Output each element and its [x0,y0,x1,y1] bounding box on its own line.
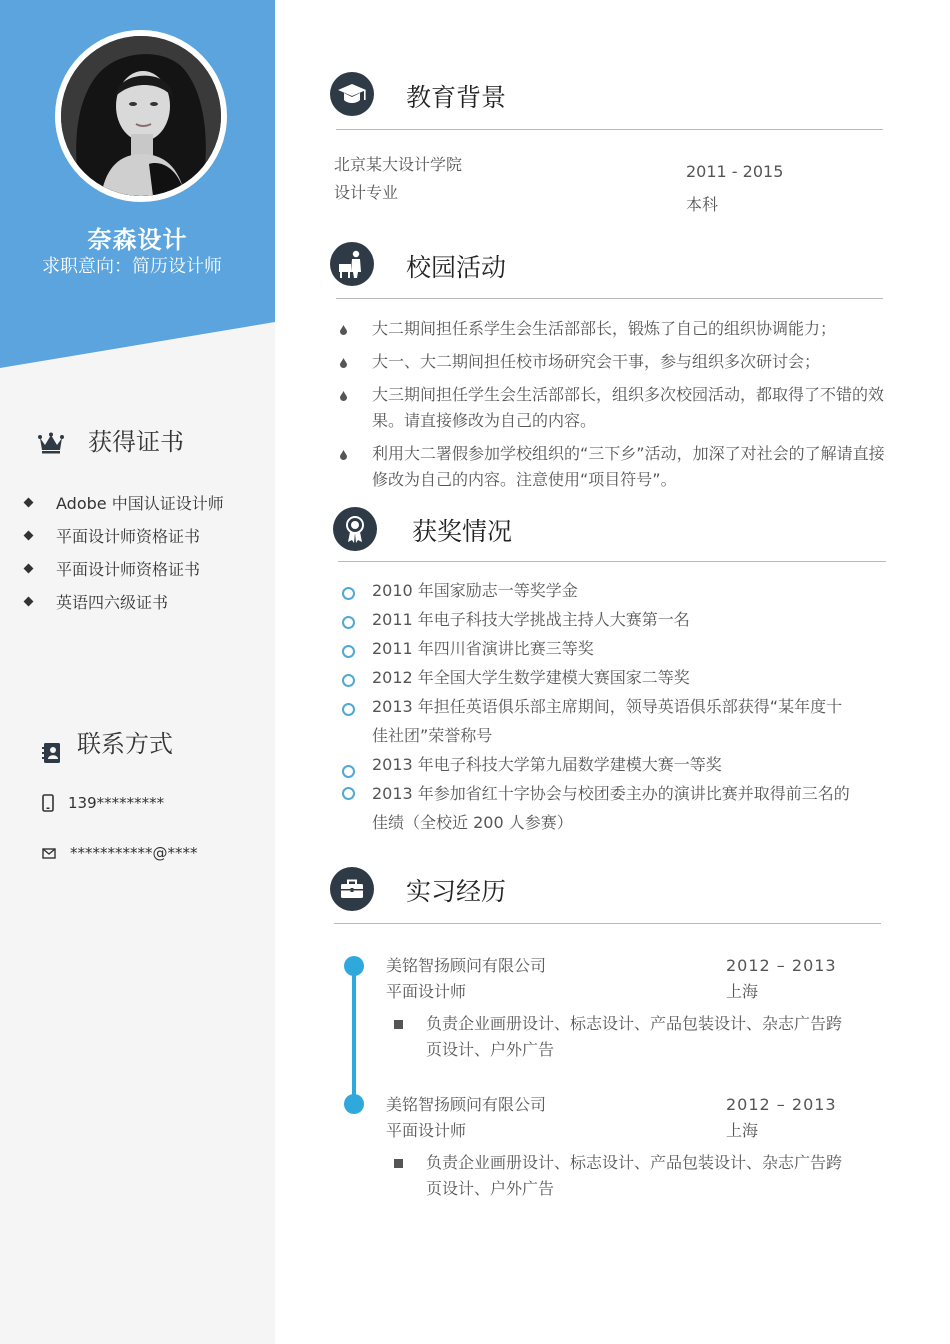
sidebar [0,0,275,1344]
ring-bullet-icon [342,616,355,629]
job-role: 平面设计师 [386,1121,467,1140]
list-item: 英语四六级证书 [25,585,224,618]
awards-title: 获奖情况 [412,517,513,546]
ring-bullet-icon [342,674,355,687]
list-item: 平面设计师资格证书 [25,552,224,585]
job-entry [386,1092,856,1202]
campus-activity-list [338,316,888,493]
list-item: 大二期间担任系学生会生活部部长，锻炼了自己的组织协调能力； [338,316,888,342]
avatar [55,30,227,202]
ring-bullet-icon [342,645,355,658]
company-name: 美铭智扬顾问有限公司 [386,956,547,975]
crown-icon [38,432,64,454]
timeline-line [352,966,356,1104]
diamond-bullet-icon [24,597,34,607]
job-date: 2012 – 2013 [726,1095,837,1114]
job-intent: 求职意向：简历设计师 [42,256,222,277]
job-description: 负责企业画册设计、标志设计、产品包装设计、杂志广告跨页设计、户外广告 [386,1150,856,1202]
education-years: 2011 - 2015 [686,162,784,181]
list-item: 平面设计师资格证书 [25,519,224,552]
diamond-bullet-icon [24,531,34,541]
diamond-bullet-icon [24,498,34,508]
briefcase-icon [330,867,374,911]
list-item: 2011 年电子科技大学挑战主持人大赛第一名 [340,605,870,634]
droplet-bullet-icon [340,325,347,335]
major: 设计专业 [334,183,399,202]
campus-title: 校园活动 [406,253,507,282]
list-item: 2013 年电子科技大学第九届数学建模大赛一等奖 [340,750,870,779]
list-item: 2010 年国家励志一等奖学金 [340,576,870,605]
certificate-list [25,486,224,618]
address-book-icon [42,742,62,764]
awards-list [340,576,870,837]
list-item: 大一、大二期间担任校市场研究会干事，参与组织多次研讨会； [338,349,888,375]
mail-icon [42,848,56,859]
list-item: 2012 年全国大学生数学建模大赛国家二等奖 [340,663,870,692]
job-entry [386,953,856,1063]
list-item: 2011 年四川省演讲比赛三等奖 [340,634,870,663]
timeline-dot [344,1094,364,1114]
email-row [42,844,198,862]
job-description: 负责企业画册设计、标志设计、产品包装设计、杂志广告跨页设计、户外广告 [386,1011,856,1063]
phone-row [42,794,164,812]
list-item: 2013 年参加省红十字协会与校团委主办的演讲比赛并取得前三名的佳绩（全校近 200 人参赛） [340,779,852,837]
timeline-dot [344,956,364,976]
job-city: 上海 [726,982,759,1001]
diamond-bullet-icon [24,564,34,574]
list-item: 大三期间担任学生会生活部部长，组织多次校园活动，都取得了不错的效果。请直接修改为自己的内容。 [338,382,888,434]
degree: 本科 [686,195,719,214]
profile-name: 奈森设计 [87,226,188,254]
campus-divider [336,298,883,299]
droplet-bullet-icon [340,391,347,401]
email-address: ***********@**** [70,844,198,862]
awards-divider [338,561,886,562]
list-item: 2013 年担任英语俱乐部主席期间，领导英语俱乐部获得“某年度十佳社团”荣誉称号 [340,692,852,750]
ring-bullet-icon [342,587,355,600]
internship-title: 实习经历 [406,877,507,906]
ring-bullet-icon [342,765,355,778]
square-bullet-icon [394,1020,403,1029]
ring-bullet-icon [342,703,355,716]
graduation-cap-icon [330,72,374,116]
square-bullet-icon [394,1159,403,1168]
droplet-bullet-icon [340,358,347,368]
list-item: 利用大二署假参加学校组织的“三下乡”活动，加深了对社会的了解请直接修改为自己的内容。注意使用“项目符号”。 [338,441,888,493]
medal-icon [333,507,377,551]
school-name: 北京某大设计学院 [334,155,463,174]
list-item: Adobe 中国认证设计师 [25,486,224,519]
education-title: 教育背景 [406,83,507,112]
company-name: 美铭智扬顾问有限公司 [386,1095,547,1114]
job-role: 平面设计师 [386,982,467,1001]
job-date: 2012 – 2013 [726,956,837,975]
ring-bullet-icon [342,787,355,800]
phone-icon [42,794,54,812]
presentation-icon [330,242,374,286]
internship-divider [334,923,881,924]
education-divider [336,129,883,130]
avatar-photo [61,36,221,196]
certificates-title: 获得证书 [88,428,184,456]
droplet-bullet-icon [340,450,347,460]
job-city: 上海 [726,1121,759,1140]
contact-title: 联系方式 [77,730,173,758]
phone-number: 139********* [68,794,165,812]
